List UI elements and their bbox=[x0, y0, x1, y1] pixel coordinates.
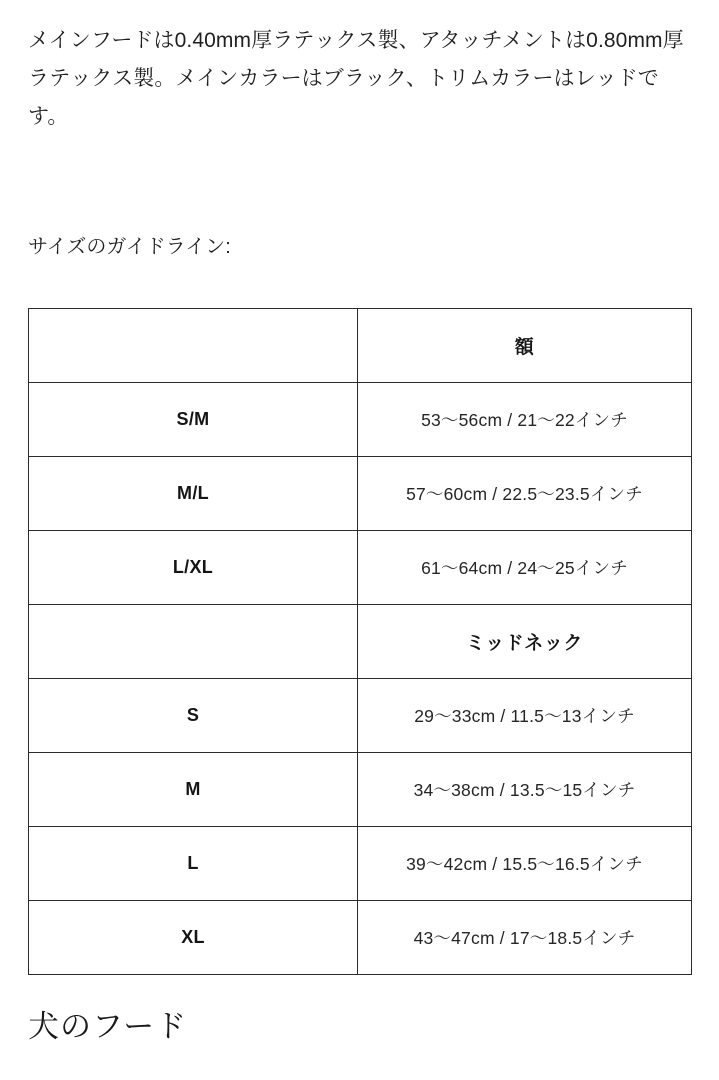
table-row bbox=[29, 826, 692, 900]
table-row bbox=[29, 752, 692, 826]
table-cell-size: S/M bbox=[29, 382, 358, 456]
table-cell-size: L/XL bbox=[29, 530, 358, 604]
table-row bbox=[29, 900, 692, 974]
table-cell-empty bbox=[29, 308, 358, 382]
size-guide-label: サイズのガイドライン: bbox=[28, 235, 231, 258]
footer-heading: 犬のフード bbox=[28, 1008, 188, 1044]
table-cell-measurement: 61〜64cm / 24〜25インチ bbox=[358, 530, 692, 604]
table-cell-size: L bbox=[29, 826, 358, 900]
table-cell-measurement: 43〜47cm / 17〜18.5インチ bbox=[358, 900, 692, 974]
table-cell-size: M bbox=[29, 752, 358, 826]
table-row bbox=[29, 604, 692, 678]
table-row bbox=[29, 308, 692, 382]
table-section-header: 額 bbox=[358, 308, 692, 382]
table-row bbox=[29, 530, 692, 604]
table-cell-measurement: 34〜38cm / 13.5〜15インチ bbox=[358, 752, 692, 826]
table-cell-measurement: 57〜60cm / 22.5〜23.5インチ bbox=[358, 456, 692, 530]
table-cell-size: S bbox=[29, 678, 358, 752]
table-row bbox=[29, 456, 692, 530]
table-row bbox=[29, 678, 692, 752]
table-cell-empty bbox=[29, 604, 358, 678]
table-section-header: ミッドネック bbox=[358, 604, 692, 678]
intro-paragraph: メインフードは0.40mm厚ラテックス製、アタッチメントは0.80mm厚ラテックス製。メインカラーはブラック、トリムカラーはレッドです。 bbox=[28, 29, 684, 129]
table-cell-measurement: 53〜56cm / 21〜22インチ bbox=[358, 382, 692, 456]
size-chart-table bbox=[28, 308, 692, 975]
table-cell-measurement: 39〜42cm / 15.5〜16.5インチ bbox=[358, 826, 692, 900]
table-cell-size: M/L bbox=[29, 456, 358, 530]
table-row bbox=[29, 382, 692, 456]
table-cell-measurement: 29〜33cm / 11.5〜13インチ bbox=[358, 678, 692, 752]
table-cell-size: XL bbox=[29, 900, 358, 974]
